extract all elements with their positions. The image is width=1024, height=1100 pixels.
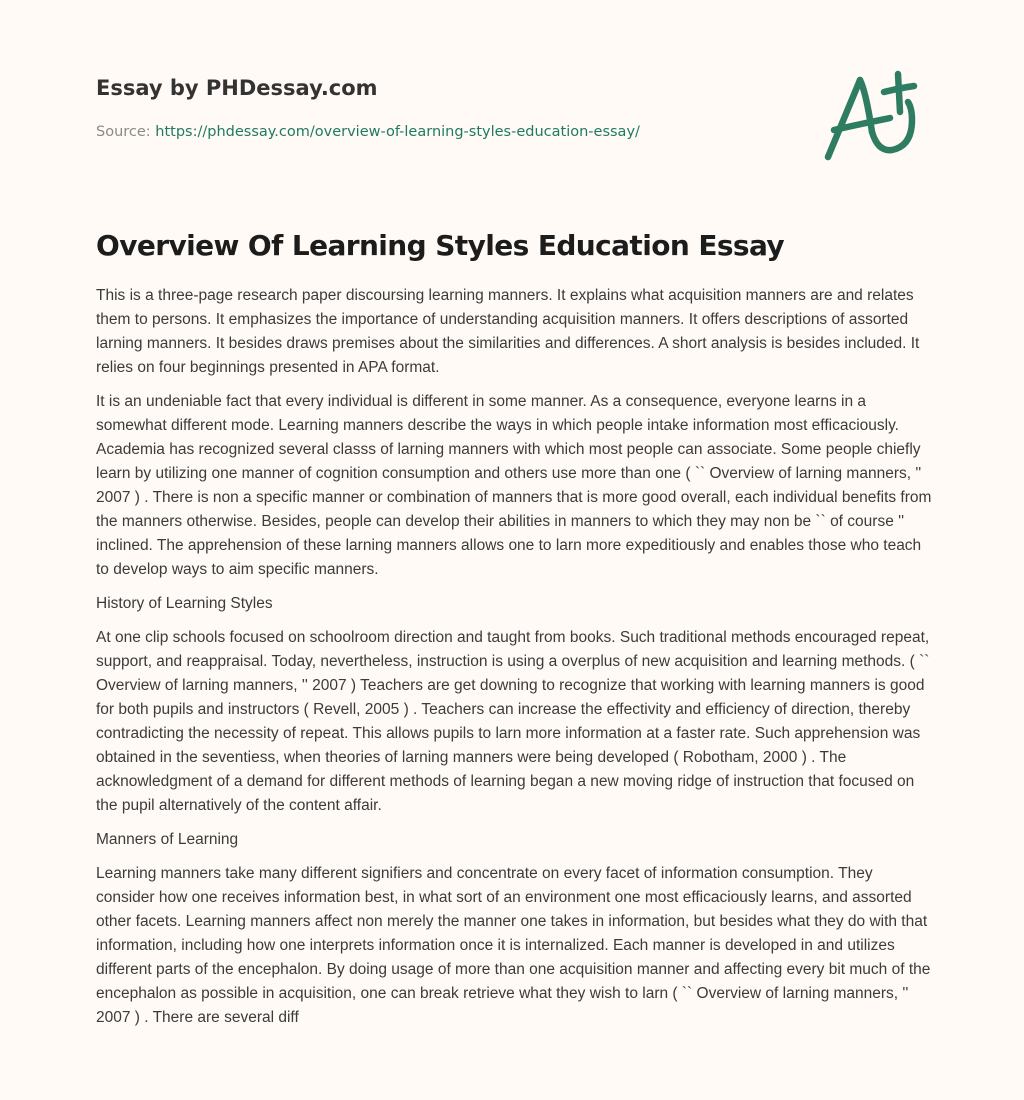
section-heading-manners: Manners of Learning — [96, 831, 239, 848]
essay-paragraph-abstract: This is a three-page research paper discoursing learning manners. It explains what acquisition manners are and relates them to persons. It emphasizes the importance of understanding acquisition manners. It offers descriptions of assorted larning manners. It besides draws premises about the similarities and differences. A short analysis is besides included. It relies on four beginnings presented in APA format. — [96, 287, 920, 376]
site-title: Essay by PHDessay.com — [96, 76, 378, 100]
essay-content — [96, 224, 932, 1040]
source-label: Source: — [96, 124, 151, 140]
source-link[interactable]: https://phdessay.com/overview-of-learning-styles-education-essay/ — [155, 124, 640, 140]
essay-paragraph: It is an undeniable fact that every individual is different in some manner. As a consequence, everyone learns in a somewhat different mode. Learning manners describe the ways in which people intake information most efficaciously. Academia has recognized several classs of larning manners with which most people can associate. Some people chiefly learn by utilizing one manner of cognition consumption and others use more than one ( `` Overview of larning manners, '' 2007 ) . There is non a specific manner or combination of manners that is more good overall, each individual benefits from the manners otherwise. Besides, people can develop their abilities in manners to which they may non be `` of course '' inclined. The apprehension of these larning manners allows one to larn more expeditiously and enables those who teach to develop ways to aim specific manners. — [96, 393, 932, 578]
essay-paragraph: At one clip schools focused on schoolroom direction and taught from books. Such traditional methods encouraged repeat, support, and reappraisal. Today, nevertheless, instruction is using a overplus of new acquisition and learning methods. ( `` Overview of larning manners, '' 2007 ) Teachers are get downing to recognize that working with learning manners is good for both pupils and instructors ( Revell, 2005 ) . Teachers can increase the effectivity and efficiency of direction, thereby contradicting the necessity of repeat. This allows pupils to larn more information at a faster rate. Such apprehension was obtained in the seventiess, when theories of larning manners were being developed ( Robotham, 2000 ) . The acknowledgment of a demand for different methods of learning began a new moving ridge of instruction that focused on the pupil alternatively of the content affair. — [96, 629, 930, 814]
essay-paragraph: Learning manners take many different signifiers and concentrate on every facet of information consumption. They consider how one receives information best, in what sort of an environment one most efficaciously learns, and assorted other facets. Learning manners affect non merely the manner one takes in information, but besides what they do with that information, including how one interprets information once it is internalized. Each manner is developed in and utilizes different parts of the encephalon. By doing usage of more than one acquisition manner and affecting every bit much of the encephalon as possible in acquisition, one can break retrieve what they wish to larn ( `` Overview of larning manners, '' 2007 ) . There are several diff — [96, 865, 931, 1026]
page-title: Overview Of Learning Styles Education Essay — [96, 229, 785, 262]
source-line — [96, 124, 640, 140]
section-heading-history: History of Learning Styles — [96, 595, 273, 612]
site-header — [96, 0, 928, 200]
a-plus-grade-icon — [820, 62, 930, 168]
